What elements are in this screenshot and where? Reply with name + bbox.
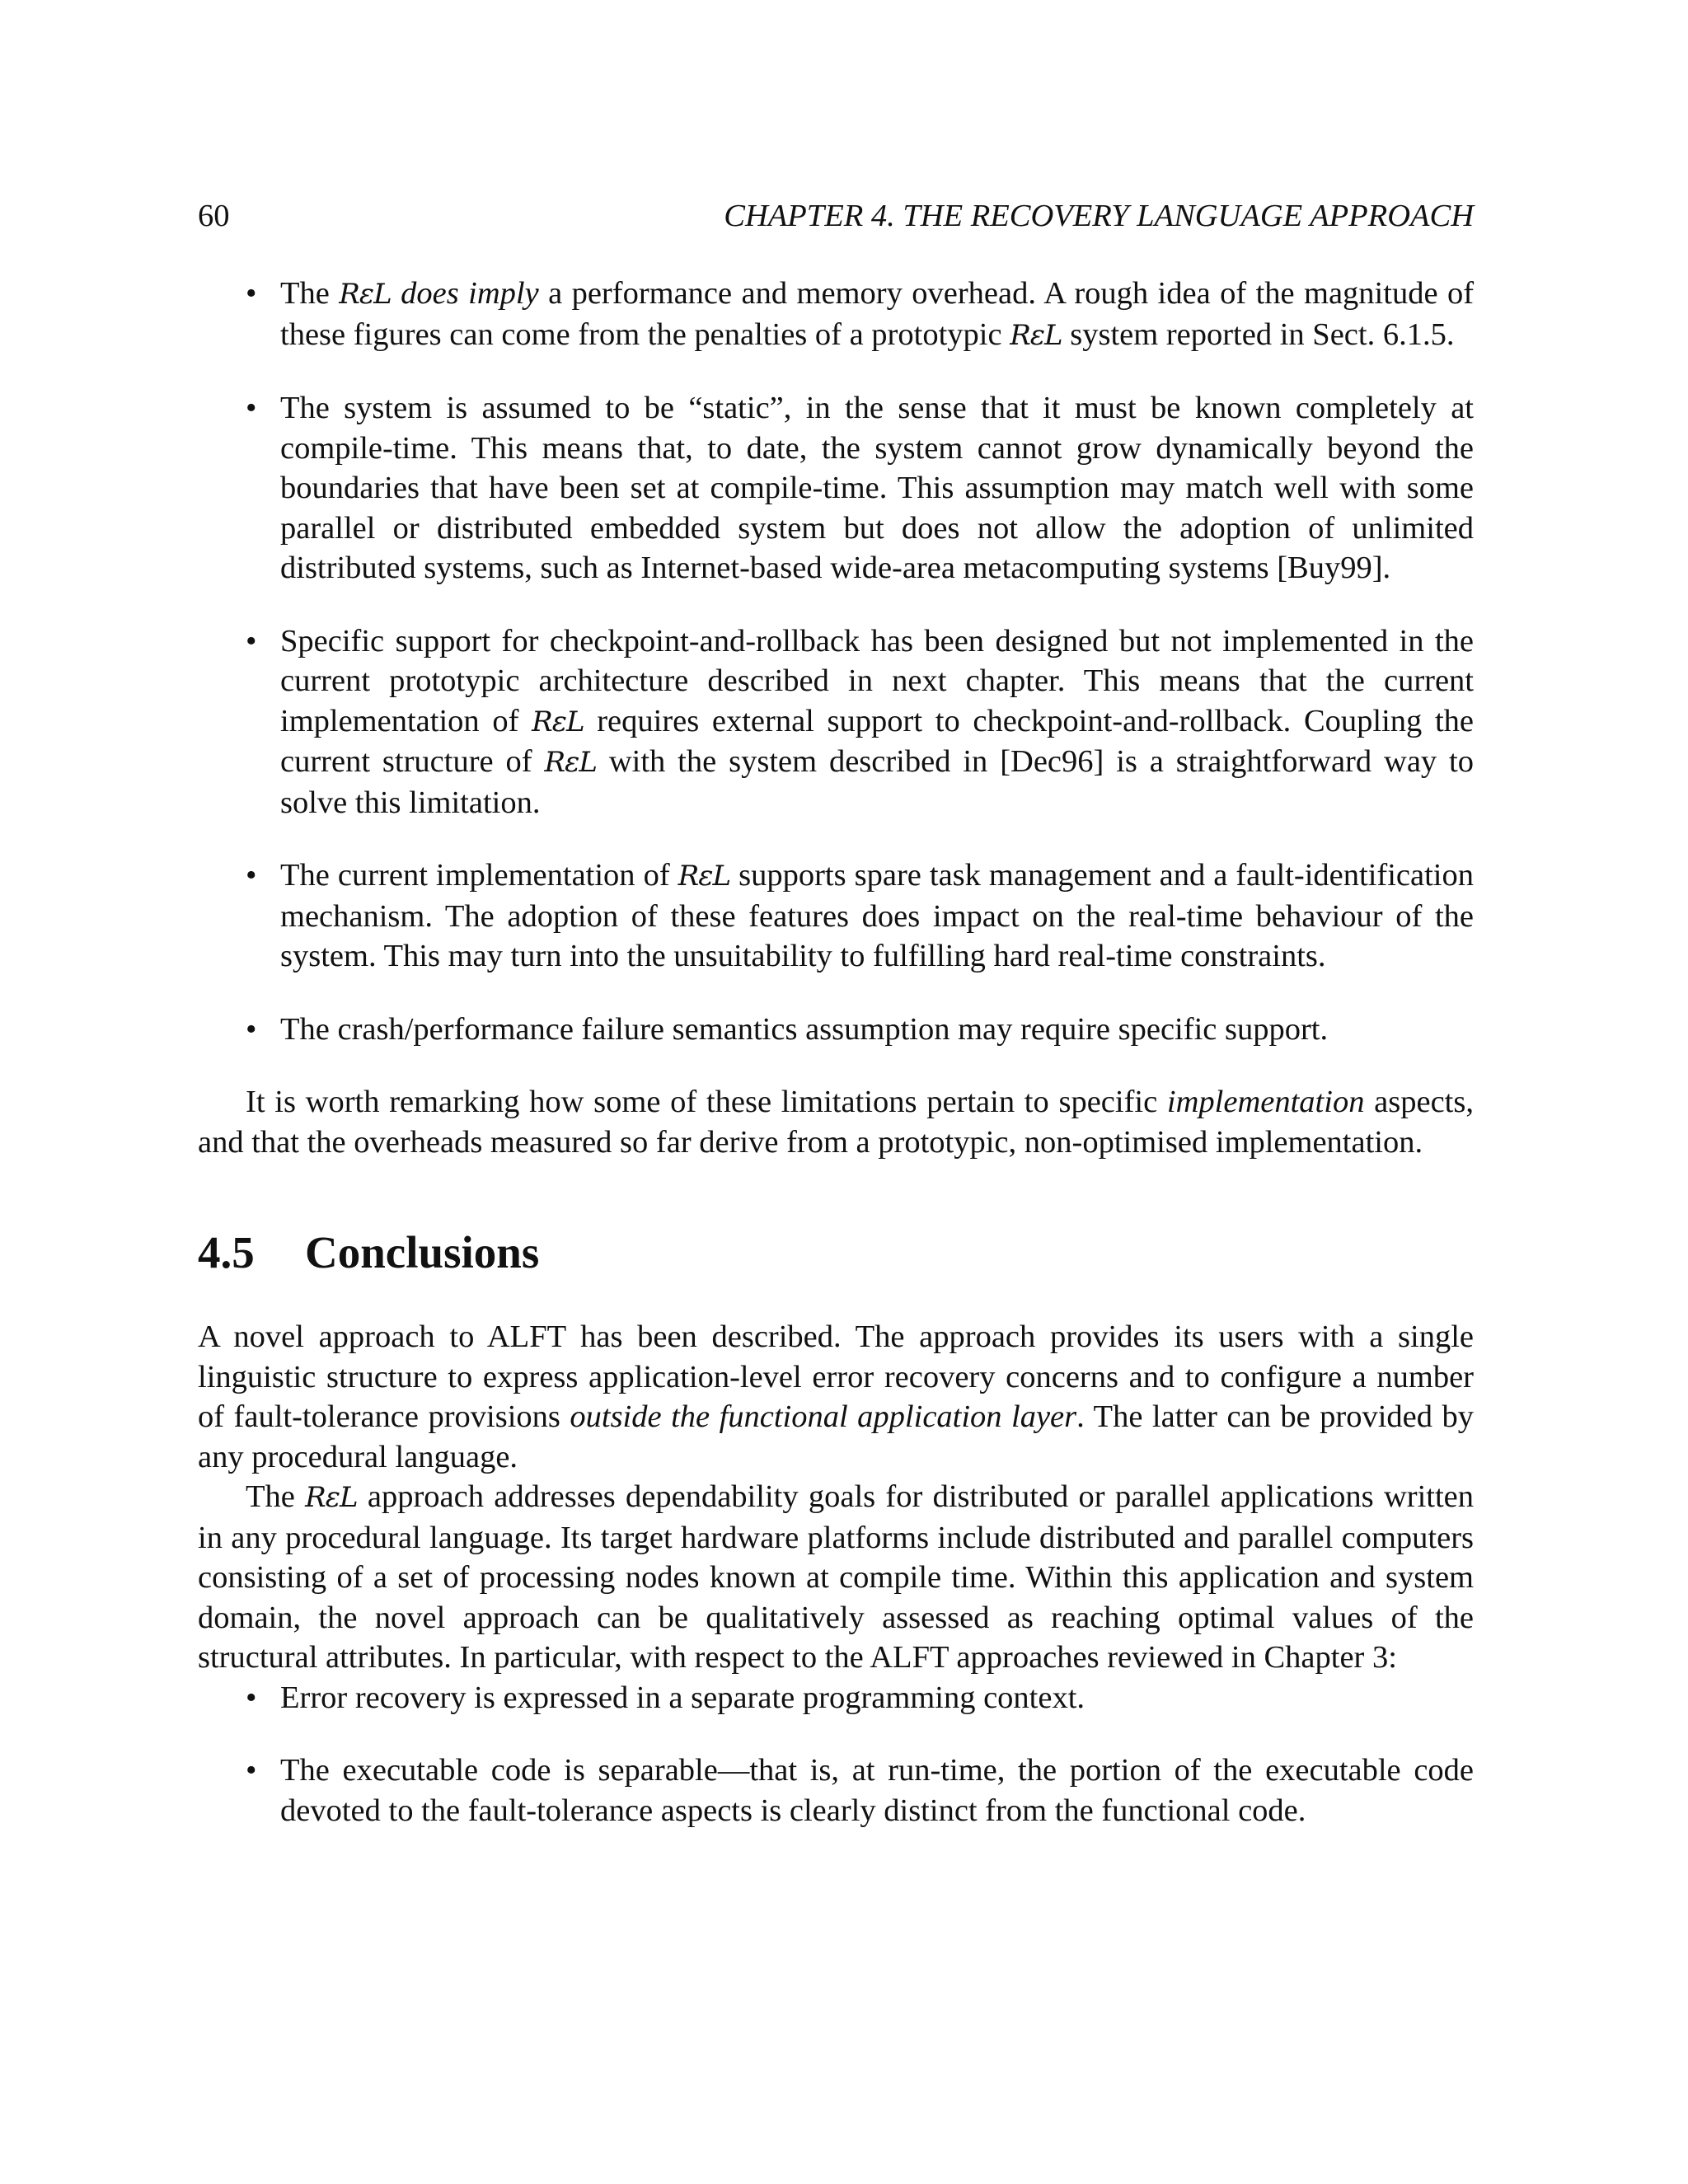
section-heading (198, 1226, 1474, 1279)
bullet-icon: • (246, 391, 257, 425)
chapter-title: CHAPTER 4. THE RECOVERY LANGUAGE APPROACH (724, 199, 1474, 233)
list-item: • Error recovery is expressed in a separate programming context. (198, 1678, 1474, 1718)
bullet-icon: • (246, 1753, 257, 1788)
list-item: • The current implementation of RεL supports spare task management and a fault-identification mechanism. The adoption of these features does impact on the real-time behaviour of the system. This may turn into the unsuitability to fulfilling hard real-time constraints. (198, 855, 1474, 977)
list-item: • Specific support for checkpoint-and-rollback has been designed but not implemented in the current prototypic architecture described in next chapter. This means that the current implementation of RεL requires external support to checkpoint-and-rollback. Coupling the current structure of RεL with the system described in [Dec96] is a straightforward way to solve this limitation. (198, 621, 1474, 823)
bullet-icon: • (246, 1680, 257, 1715)
section-title: Conclusions (305, 1227, 540, 1277)
attributes-list (198, 1678, 1474, 1831)
bullet-icon: • (246, 623, 257, 658)
rl-symbol: RεL (678, 860, 731, 893)
page-number: 60 (198, 199, 230, 233)
list-item: • The system is assumed to be “static”, in the sense that it must be known completely at compile-time. This means that, to date, the system cannot grow dynamically beyond the boundaries that have been set at compile-time. This assumption may match well with some parallel or distributed embedded system but does not allow the adoption of unlimited distributed systems, such as Internet-based wide-area metacomputing systems [Buy99]. (198, 388, 1474, 588)
conclusions-paragraph-2: The RεL approach addresses dependability goals for distributed or parallel applications written in any procedural language. Its target hardware platforms include distributed and parallel computers consisting of a set of processing nodes known at compile time. Within this application and system domain, the novel approach can be qualitatively assessed as reaching optimal values of the structural attributes. In particular, with respect to the ALFT approaches reviewed in Chapter 3: (198, 1479, 1474, 1675)
remark-paragraph: It is worth remarking how some of these limitations pertain to specific implementation aspects, and that the overheads measured so far derive from a prototypic, non-optimised implementation. (198, 1085, 1474, 1160)
rl-symbol: RεL (305, 1481, 358, 1514)
list-item: • The executable code is separable—that is, at run-time, the portion of the executable code devoted to the fault-tolerance aspects is clearly distinct from the functional code. (198, 1750, 1474, 1830)
bullet-icon: • (246, 858, 257, 893)
conclusions-paragraph-1: A novel approach to ALFT has been described. The approach provides its users with a single linguistic structure to express application-level error recovery concerns and to configure a number of fault-tolerance provisions outside the functional application layer. The latter can be provided by any procedural language. (198, 1319, 1474, 1474)
bullet-icon: • (246, 1011, 257, 1047)
rl-symbol: RεL (544, 746, 597, 779)
page-body (198, 196, 1474, 1863)
list-item: • The RεL does imply a performance and memory overhead. A rough idea of the magnitude of these figures can come from the penalties of a prototypic RεL system reported in Sect. 6.1.5. (198, 274, 1474, 355)
list-item: • The crash/performance failure semantics assumption may require specific support. (198, 1010, 1474, 1050)
rl-symbol: RεL (532, 705, 584, 738)
limitations-list (198, 274, 1474, 1049)
rl-symbol: RεL (1010, 318, 1062, 352)
rl-symbol: RεL (339, 278, 392, 311)
section-number: 4.5 (198, 1227, 255, 1277)
running-head (198, 196, 1474, 236)
bullet-icon: • (246, 276, 257, 311)
